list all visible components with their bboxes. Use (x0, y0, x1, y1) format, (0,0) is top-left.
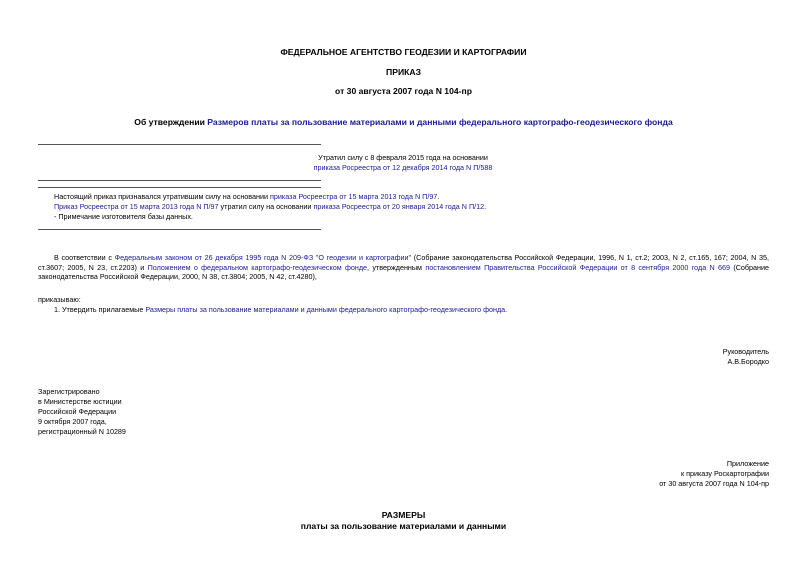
document-title (0, 117, 807, 127)
status-link-line (160, 163, 646, 173)
divider-rule (38, 180, 321, 181)
divider-rule (38, 229, 321, 230)
note-text: Настоящий приказ признавался утратившим силу на основании (54, 192, 271, 201)
appendix-subtitle: платы за пользование материалами и данными (300, 521, 507, 531)
item-text: . (505, 305, 508, 314)
item-text: 1. Утвердить прилагаемые (54, 305, 146, 314)
appendix-date: от 30 августа 2007 года N 104-пр (659, 479, 769, 488)
signature-name: А.В.Бородко (727, 357, 769, 366)
registration-number: регистрационный N 10289 (38, 427, 126, 436)
appendix-label: Приложение (726, 459, 769, 468)
note-text: . (484, 202, 487, 211)
rates-link[interactable]: Размеры платы за пользование материалами и данными федерального картографо-геодезического фонда (145, 305, 506, 314)
law-link[interactable]: Федеральным законом от 26 декабря 1995 года N 209-ФЗ "О геодезии и картографии" (114, 253, 412, 262)
note-link[interactable]: Приказ Росреестра от 15 марта 2013 года N П/97 (54, 202, 219, 211)
registration-line: 9 октября 2007 года, (38, 417, 107, 426)
note-link[interactable]: приказа Росреестра от 20 января 2014 года N П/12 (313, 202, 485, 211)
note-link[interactable]: приказа Росреестра от 15 марта 2013 года N П/97 (270, 192, 438, 201)
preamble-paragraph (38, 253, 769, 282)
note-line-1 (54, 192, 439, 202)
paragraph-text: , утвержденным (367, 262, 426, 272)
appendix-title: РАЗМЕРЫ (381, 510, 426, 520)
note-line-3: - Примечание изготовителя базы данных. (54, 212, 193, 221)
divider-rule (38, 144, 321, 145)
regulation-link[interactable]: Положением о федеральном картографо-геодезическом фонде (147, 262, 368, 272)
note-text: . (437, 192, 440, 201)
registration-line: Российской Федерации (38, 407, 117, 416)
appendix-order-ref: к приказу Роскартографии (680, 469, 769, 478)
status-line: Утратил силу с 8 февраля 2015 года на основании (318, 153, 488, 162)
order-item-1 (54, 305, 507, 315)
agency-name: ФЕДЕРАЛЬНОЕ АГЕНТСТВО ГЕОДЕЗИИ И КАРТОГРАФИИ (280, 47, 527, 57)
order-word: приказываю: (38, 295, 81, 304)
document-date-number: от 30 августа 2007 года N 104-пр (335, 86, 472, 96)
paragraph-text: В соответствии с (54, 253, 115, 262)
title-prefix: Об утверждении (134, 117, 208, 127)
status-link[interactable]: приказа Росреестра от 12 декабря 2014 года N П/588 (313, 163, 493, 172)
divider-rule (38, 187, 321, 188)
note-line-2 (54, 202, 486, 212)
registration-line: в Министерстве юстиции (38, 397, 122, 406)
paragraph-text: (Собрание законодательства Российской Федерации, 1996, N 1, ст.2; 2003, N 2, ст.165, 167; 2004, N 35, ст.3607; 2005, N 23, ст.2203) и (38, 253, 769, 272)
note-text: утратил силу на основании (218, 202, 314, 211)
registration-line: Зарегистрировано (38, 387, 100, 396)
signature-role: Руководитель (722, 347, 769, 356)
paragraph-text: (Собрание законодательства Российской Федерации, 2000, N 38, ст.3804; 2005, N 42, ст.4280), (38, 262, 770, 282)
document-type: ПРИКАЗ (386, 67, 421, 77)
decree-link[interactable]: постановлением Правительства Российской Федерации от 8 сентября 2000 года N 669 (425, 262, 731, 272)
title-link[interactable]: Размеров платы за пользование материалами и данными федерального картографо-геодезического фонда (207, 117, 673, 127)
